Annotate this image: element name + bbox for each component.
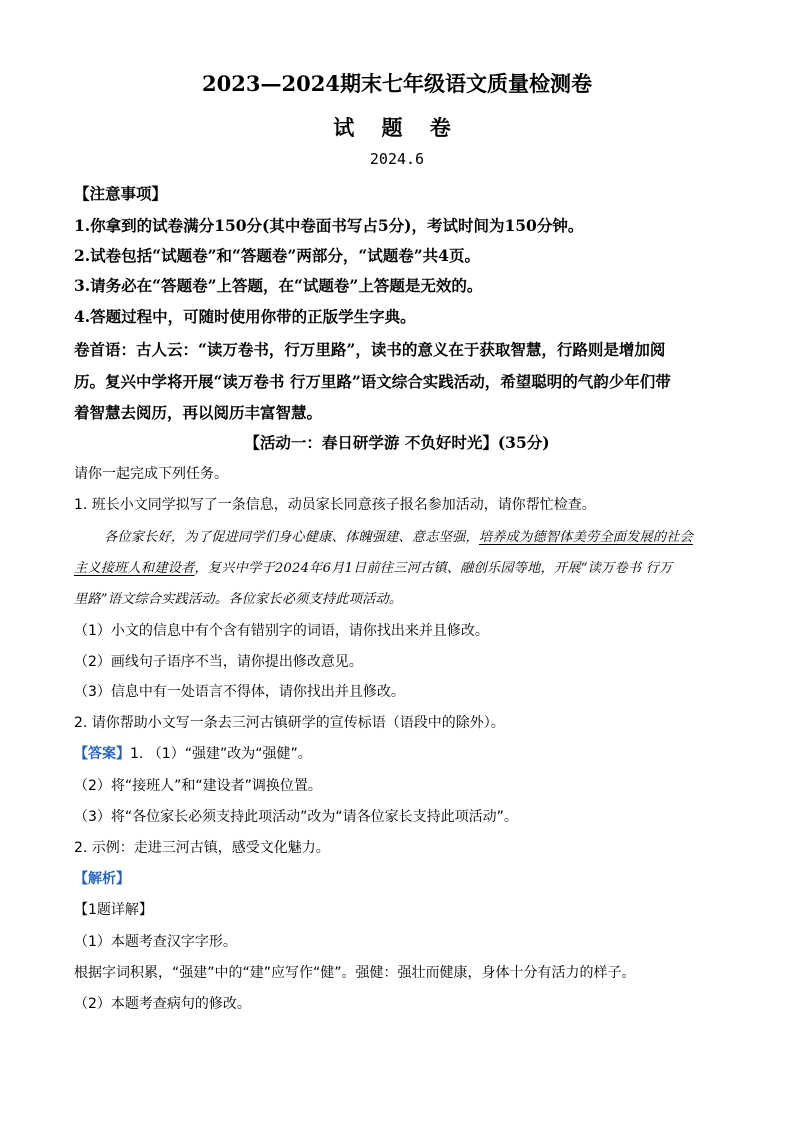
notice-heading: 【注意事项】 [74,184,168,203]
answer-line-1: 【答案】1. （1）“强建”改为“强健”。 [74,746,312,762]
exam-date: 2024.6 [369,150,425,168]
preface-line: 着智慧去阅历，再以阅历丰富智慧。 [74,403,323,422]
analysis-tag: 【解析】 [74,871,130,887]
answer-line: （3）将“各位家长必须支持此项活动”改为“请各位家长支持此项活动”。 [74,809,518,825]
answer-tag: 【答案】 [74,746,130,762]
analysis-subheading: 【1题详解】 [74,902,153,918]
exam-subtitle: 试 题 卷 [333,115,461,140]
message-line-3: 里路”语文综合实践活动。各位家长必须支持此项活动。 [74,592,403,607]
answer-line: （2）将“接班人”和“建设者”调换位置。 [74,778,322,794]
answer-line: 2. 示例：走进三河古镇，感受文化魅力。 [74,840,330,856]
sub-question: （2）画线句子语序不当，请你提出修改意见。 [74,654,363,670]
message-line-2: 主义接班人和建设者，复兴中学于2024年6月1日前往三河古镇、融创乐园等地，开展“读万卷书 行万 [74,561,673,576]
activity-heading: 【活动一：春日研学游 不负好时光】(35分) [244,433,550,452]
sub-question: （1）小文的信息中有个含有错别字的词语，请你找出来并且修改。 [74,623,489,639]
message-line-1: 各位家长好，为了促进同学们身心健康、体魄强建、意志坚强，培养成为德智体美劳全面发展的社会 [104,530,694,545]
question-1: 1. 班长小文同学拟写了一条信息，动员家长同意孩子报名参加活动，请你帮忙检查。 [74,497,596,513]
underlined-sentence: 培养成为德智体美劳全面发展的社会 [478,530,694,545]
underlined-sentence: 主义接班人和建设者 [74,561,195,576]
question-2: 2. 请你帮助小文写一条去三河古镇研学的宣传标语（语段中的除外）。 [74,715,505,731]
preface-line: 卷首语：古人云：“读万卷书，行万里路”，读书的意义在于获取智慧，行路则是增加阅 [74,340,666,359]
notice-item: 2.试卷包括“试题卷”和“答题卷”两部分，“试题卷”共4页。 [74,246,480,265]
notice-item: 1.你拿到的试卷满分150分(其中卷面书写占5分)，考试时间为150分钟。 [74,216,584,235]
analysis-line: 根据字词积累，“强建”中的“建”应写作“健”。强健：强壮而健康，身体十分有活力的样子。 [74,965,636,981]
analysis-line: （1）本题考查汉字字形。 [74,934,237,950]
sub-question: （3）信息中有一处语言不得体，请你找出并且修改。 [74,684,405,700]
notice-item: 4.答题过程中，可随时使用你带的正版学生字典。 [74,307,416,326]
activity-intro: 请你一起完成下列任务。 [74,466,228,482]
notice-item: 3.请务必在“答题卷”上答题，在“试题卷”上答题是无效的。 [74,276,483,295]
analysis-line: （2）本题考查病句的修改。 [74,996,251,1012]
preface-line: 历。复兴中学将开展“读万卷书 行万里路”语文综合实践活动，希望聪明的气韵少年们带 [74,372,671,391]
exam-title: 2023—2024期末七年级语文质量检测卷 [202,71,592,96]
